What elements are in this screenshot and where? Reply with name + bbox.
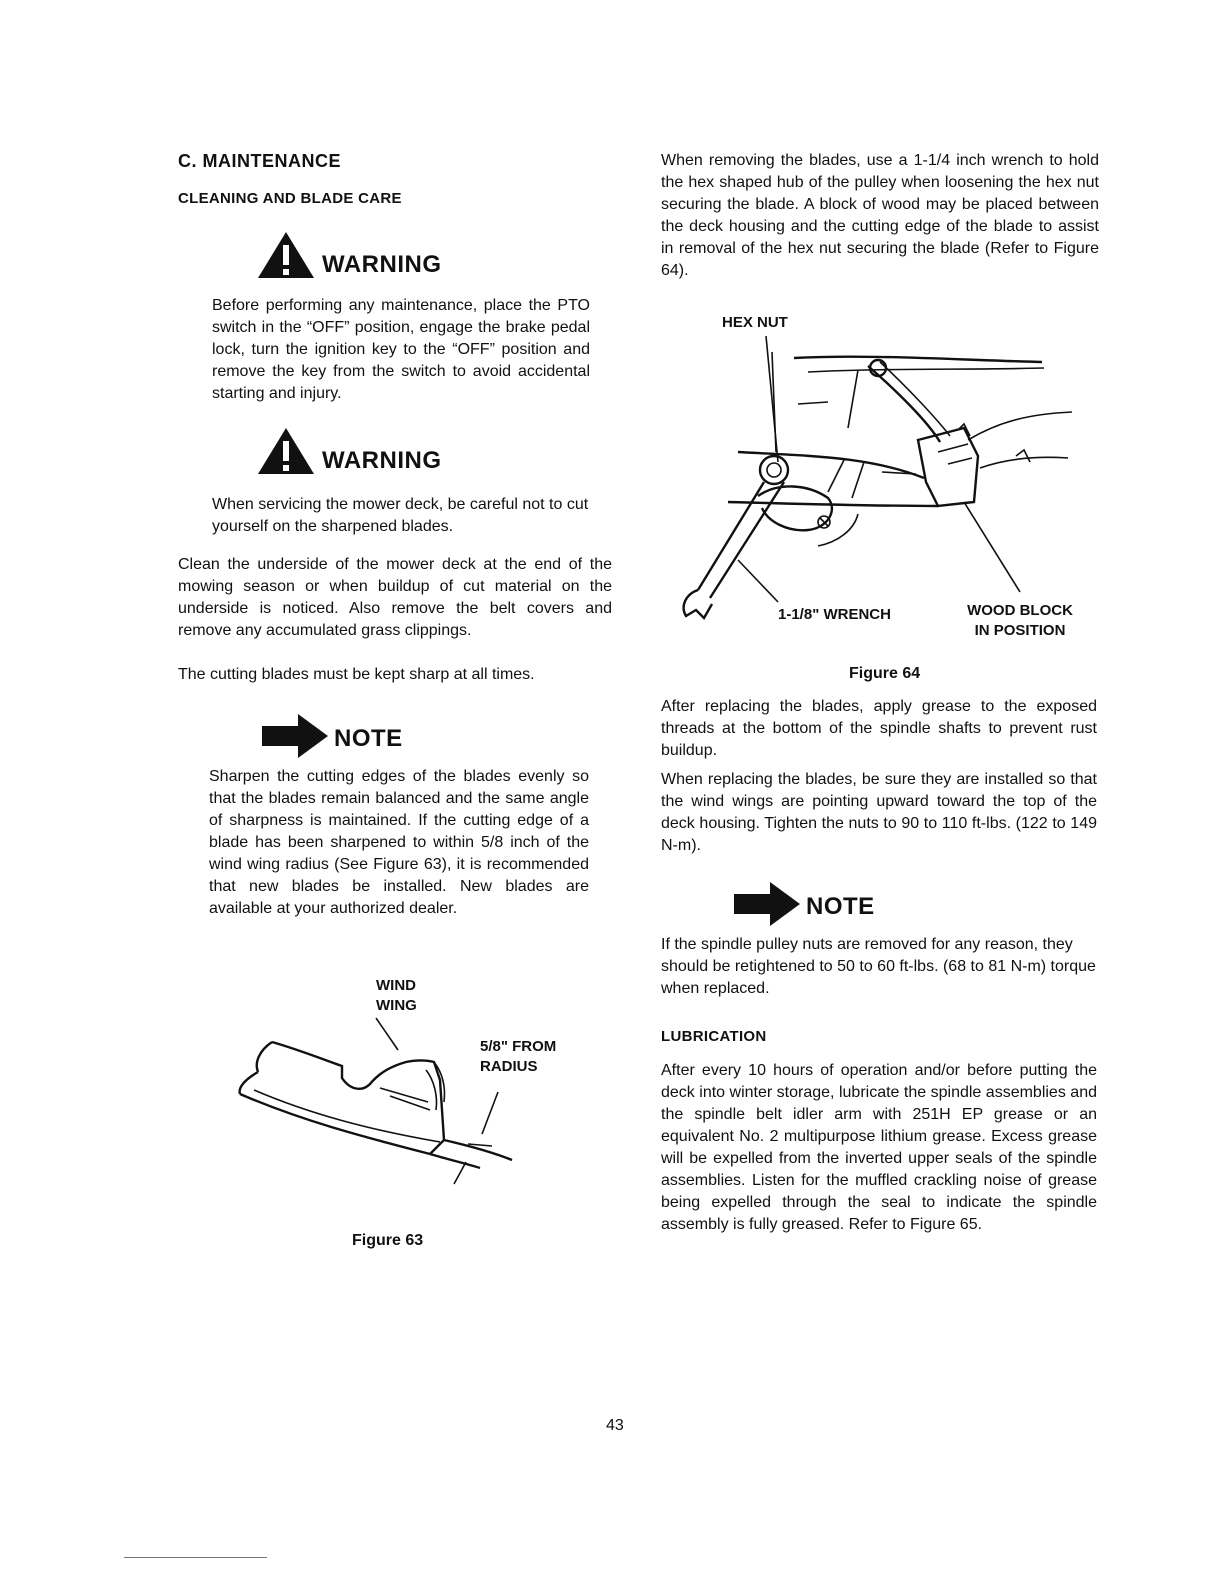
paragraph-lubrication: After every 10 hours of operation and/or before putting the deck into winter storage, lubricate the spindle assemblies and the spindle belt idler arm with 251H EP grease or an equivalent No. 2 multipurpose lithium grease. Excess grease will be expelled from the inverted upper seals of the spindle assemblies. Listen for the muffled crackling noise of grease being expelled through the seal to indicate the spindle assembly is fully greased. Refer to Figure 65. — [661, 1062, 1097, 1233]
note-title-1: NOTE — [334, 724, 403, 752]
figure63-label-wind-wing: WIND WING — [376, 977, 417, 1014]
figure64-caption: Figure 64 — [849, 665, 921, 682]
note-text-1: Sharpen the cutting edges of the blades evenly so that the blades remain balanced and the same angle of sharpness is maintained. If the cutting edge of a blade has been sharpened to within 5/8 inch of the wind wing radius (See Figure 63), it is recommended that new blades be installed. New blades are available at your authorized dealer. — [209, 768, 589, 917]
arrow-right-icon — [262, 712, 328, 765]
paragraph-install-blades: When replacing the blades, be sure they are installed so that the wind wings are pointing upward toward the top of the deck housing. Tighten the nuts to 90 to 110 ft-lbs. (122 to 149 N-m). — [661, 771, 1097, 854]
figure63-label-radius: 5/8" FROM RADIUS — [480, 1038, 557, 1075]
paragraph-removing-blades: When removing the blades, use a 1-1/4 inch wrench to hold the hex shaped hub of the pulley when loosening the hex nut securing the blade. A block of wood may be placed between the deck housing and the cutting edge of the blade to assist in removal of the hex nut securing the blade (Refer to Figure 64). — [661, 152, 1099, 279]
warning-title-2: WARNING — [322, 446, 442, 474]
figure63-caption: Figure 63 — [352, 1232, 424, 1249]
subsection-title: CLEANING AND BLADE CARE — [178, 190, 402, 207]
figure63-blade-drawing — [230, 1010, 520, 1190]
footer-rule — [124, 1557, 267, 1558]
figure64-wrench-drawing — [668, 332, 1088, 622]
paragraph-cleaning: Clean the underside of the mower deck at the end of the mowing season or when buildup of cut material on the underside is noticed. Also remove the belt covers and remove any accumulated grass clippings. — [178, 556, 612, 639]
note-header-2 — [734, 880, 875, 933]
figure64-label-wood-block: WOOD BLOCK IN POSITION — [967, 602, 1073, 639]
warning-text-1: Before performing any maintenance, place the PTO switch in the “OFF” position, engage the brake pedal lock, turn the ignition key to the “OFF” position and remove the key from the switch to avoid accidental starting and injury. — [212, 297, 590, 402]
paragraph-grease-threads: After replacing the blades, apply grease to the exposed threads at the bottom of the spindle shafts to prevent rust buildup. — [661, 698, 1097, 759]
figure64-label-hex-nut: HEX NUT — [722, 314, 788, 331]
warning-title-1: WARNING — [322, 250, 442, 278]
figure64-label-wrench: 1-1/8" WRENCH — [778, 606, 891, 623]
lubrication-title: LUBRICATION — [661, 1028, 767, 1045]
section-title: C. MAINTENANCE — [178, 151, 341, 171]
warning-icon — [256, 426, 316, 481]
note-text-2: If the spindle pulley nuts are removed for any reason, they should be retightened to 50 to 60 ft-lbs. (68 to 81 N-m) torque when replaced. — [661, 936, 1096, 997]
paragraph-sharp: The cutting blades must be kept sharp at all times. — [178, 666, 535, 683]
warning-text-2: When servicing the mower deck, be careful not to cut yourself on the sharpened blades. — [212, 496, 589, 535]
warning-header-1 — [256, 230, 442, 285]
warning-header-2 — [256, 426, 442, 481]
page-number: 43 — [606, 1417, 624, 1434]
warning-icon — [256, 230, 316, 285]
arrow-right-icon — [734, 880, 800, 933]
note-title-2: NOTE — [806, 892, 875, 920]
note-header-1 — [262, 712, 403, 765]
